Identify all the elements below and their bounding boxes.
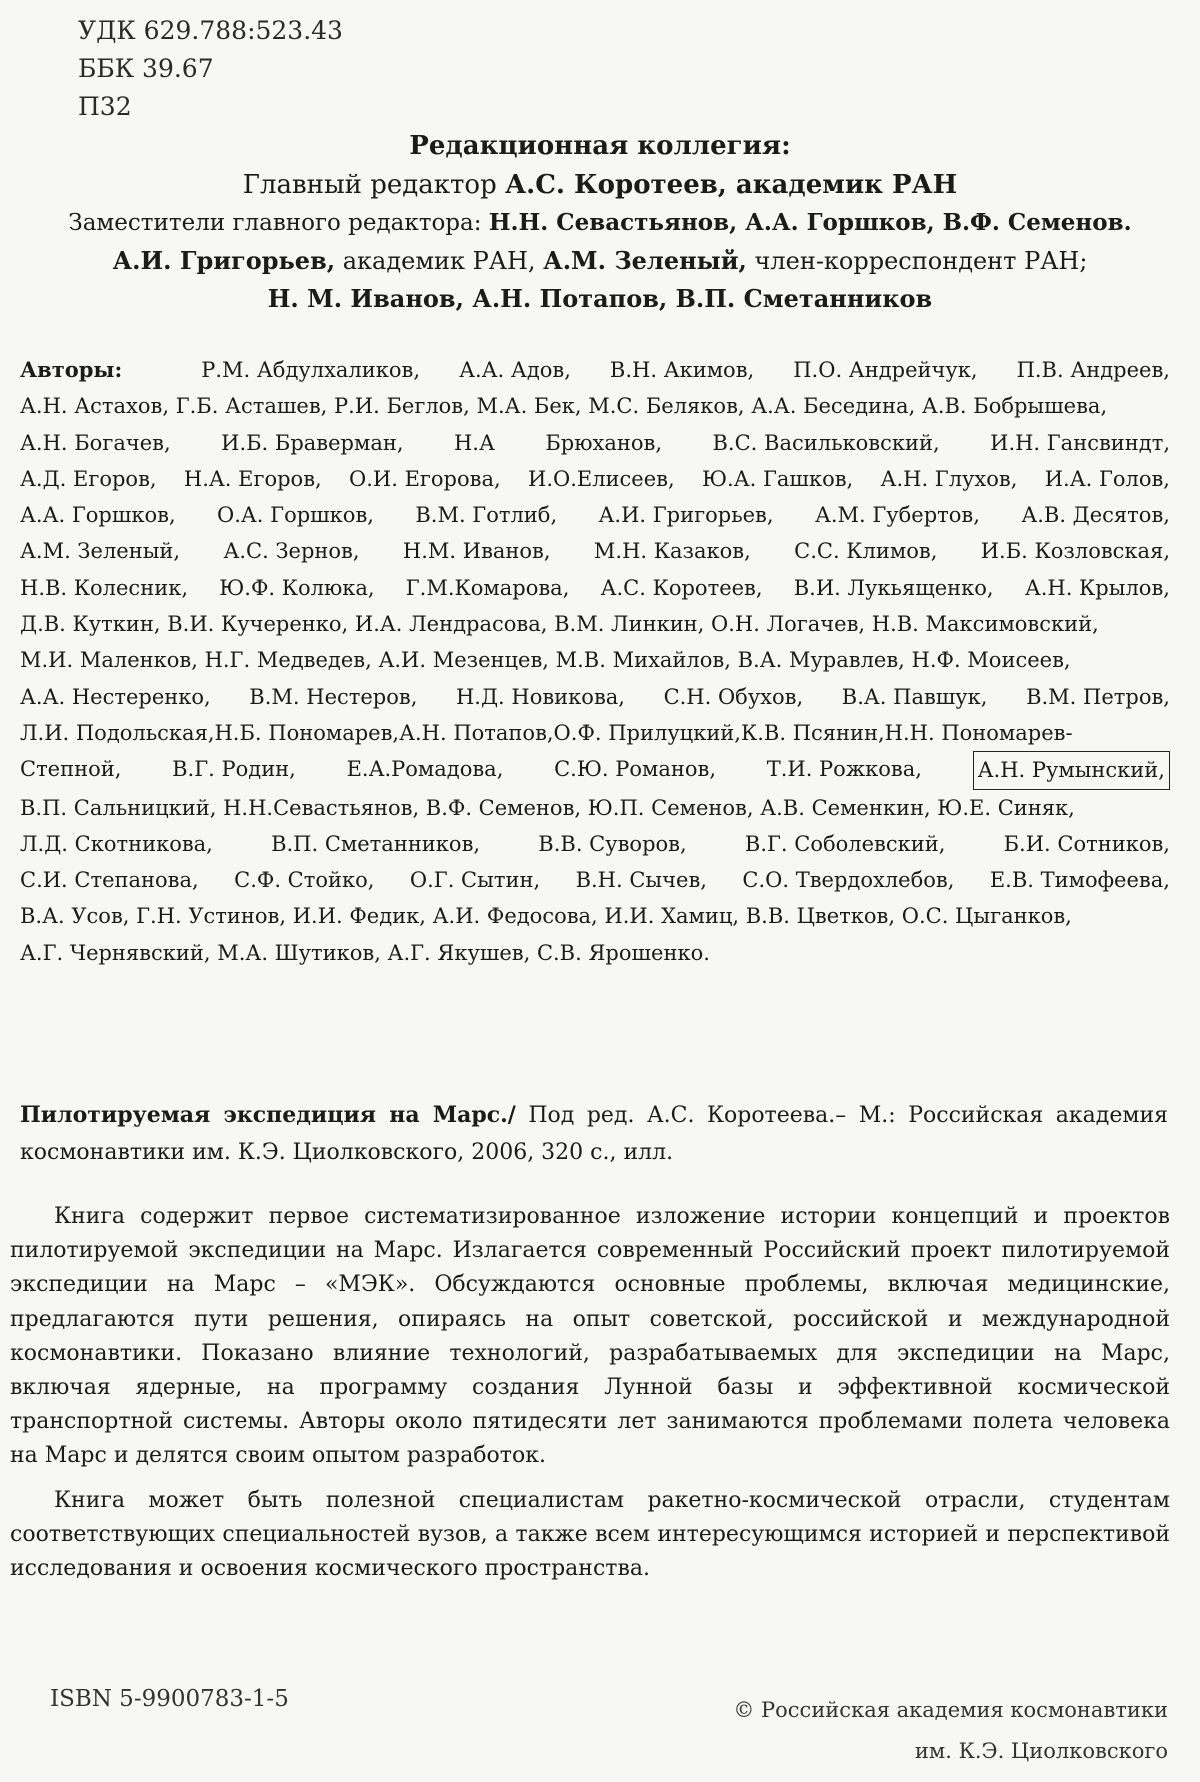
author-name: П.О. Андрейчук, — [793, 358, 978, 382]
author-name: В.Н. Сычев, — [575, 868, 707, 893]
annotation — [10, 1200, 1170, 1586]
author-names: Л.И. Подольская,Н.Б. Пономарев,А.Н. Потапов,О.Ф. Прилуцкий,К.В. Псянин,Н.Н. Пономарев- — [20, 720, 1073, 745]
author-name: И.Б. Козловская, — [980, 539, 1170, 564]
authors-row — [20, 461, 1170, 497]
authors-row — [20, 862, 1170, 898]
author-name: А.М. Зеленый, — [20, 539, 181, 564]
author-name: С.Н. Обухов, — [663, 684, 804, 709]
editorial-board-title: Редакционная коллегия: — [409, 131, 791, 161]
author-names: А.Г. Чернявский, М.А. Шутиков, А.Г. Якушев, С.В. Ярошенко. — [20, 940, 710, 965]
authors-row — [20, 935, 1170, 971]
author-names: М.И. Маленков, Н.Г. Медведев, А.И. Мезенцев, М.В. Михайлов, В.А. Муравлев, Н.Ф. Моисеев, — [20, 648, 1071, 673]
author-name: С.Ю. Романов, — [554, 757, 716, 782]
author-name: В.П. Сметанников, — [271, 831, 481, 856]
author-name: Л.Д. Скотникова, — [20, 831, 213, 856]
author-name: Б.И. Сотников, — [1003, 831, 1170, 856]
copyright-notice — [733, 1690, 1168, 1772]
chief-editor-prefix: Главный редактор — [242, 170, 505, 200]
author-name: С.С. Климов, — [794, 539, 938, 564]
author-name: А.М. Губертов, — [814, 503, 980, 528]
author-name: Е.В. Тимофеева, — [989, 868, 1170, 893]
author-name: В.М. Готлиб, — [415, 503, 558, 528]
authors-row — [20, 642, 1170, 678]
author-name: В.С. Васильковский, — [712, 430, 940, 455]
author-name: И.Б. Браверман, — [221, 430, 404, 455]
authors-row — [20, 751, 1170, 789]
author-name: Н.А. Егоров, — [183, 466, 322, 491]
author-name: А.С. Зернов, — [223, 539, 360, 564]
authors-row — [20, 352, 1170, 388]
author-name: Н.В. Колесник, — [20, 575, 188, 600]
annotation-paragraph: Книга содержит первое систематизированное изложение истории концепций и проектов пилотируемой экспедиции на Марс. Излагается современный Российский проект пилотируемой экспедиции на Марс – «МЭК». Обсуждаются основные проблемы, включая медицинские, предлагаются пути решения, опираясь на опыт советской, российской и международной космонавтики. Показано влияние технологий, разрабатываемых для экспедиции на Марс, включая ядерные, на программу создания Лунной базы и эффективной космической транспортной системы. Авторы около пятидесяти лет занимаются проблемами полета человека на Марс и делятся своим опытом разработок. — [10, 1204, 1170, 1469]
author-name: В.Н. Акимов, — [609, 358, 755, 382]
authors-row — [20, 533, 1170, 569]
board-member-title: член-корреспондент РАН; — [746, 247, 1088, 275]
author-name: П.В. Андреев, — [1016, 358, 1170, 382]
author-names: Д.В. Куткин, В.И. Кучеренко, И.А. Лендрасова, В.М. Линкин, О.Н. Логачев, Н.В. Максимовский, — [20, 612, 1099, 637]
author-name: А.Н. Глухов, — [880, 466, 1018, 491]
author-name: В.М. Нестеров, — [249, 684, 418, 709]
author-name: Р.М. Абдулхаликов, — [201, 358, 421, 382]
authors-label: Авторы: — [20, 357, 123, 382]
author-name: В.М. Петров, — [1026, 684, 1170, 709]
authors-row — [20, 898, 1170, 934]
authors-row — [20, 826, 1170, 862]
author-name: М.Н. Казаков, — [593, 539, 751, 564]
author-name: И.О.Елисеев, — [528, 466, 675, 491]
board-members-line-1 — [30, 242, 1170, 280]
authors-list — [20, 352, 1170, 971]
author-name: В.А. Павшук, — [841, 684, 988, 709]
author-name: А.Н. Богачев, — [20, 430, 171, 455]
copyright-line: им. К.Э. Циолковского — [914, 1739, 1168, 1763]
board-member-name: А.М. Зеленый, — [543, 246, 747, 275]
author-name: О.И. Егорова, — [349, 466, 501, 491]
highlighted-author-name: А.Н. Румынский, — [973, 751, 1170, 789]
authors-row — [20, 388, 1170, 424]
author-name: А.Д. Егоров, — [20, 466, 157, 491]
board-members-line-2: Н. М. Иванов, А.Н. Потапов, В.П. Сметанников — [267, 284, 933, 313]
chief-editor-name: А.С. Коротеев, академик РАН — [505, 170, 958, 200]
isbn: ISBN 5-9900783-1-5 — [50, 1686, 289, 1712]
citation-details: Под ред. А.С. Коротеева.– М.: Российская академия космонавтики им. К.Э. Циолковского, 2006, 320 с., илл. — [20, 1103, 1168, 1165]
author-name: С.О. Твердохлебов, — [742, 868, 955, 893]
authors-row — [20, 606, 1170, 642]
author-name: В.В. Суворов, — [538, 831, 687, 856]
author-name: Ю.А. Гашков, — [702, 466, 854, 491]
author-name: Н.А — [453, 430, 495, 455]
chief-editor-line — [30, 166, 1170, 204]
author-name: О.А. Горшков, — [217, 503, 374, 528]
authors-row — [20, 570, 1170, 606]
deputy-editors-names: Н.Н. Севастьянов, А.А. Горшков, В.Ф. Семенов. — [488, 209, 1132, 236]
author-name: Т.И. Рожкова, — [766, 757, 922, 782]
author-name: В.Г. Родин, — [172, 757, 296, 782]
bbk-code: ББК 39.67 — [78, 54, 214, 83]
author-mark-code: П32 — [78, 92, 132, 121]
author-name: Степной, — [20, 757, 122, 782]
annotation-paragraph: Книга может быть полезной специалистам ракетно-космической отрасли, студентам соответствующих специальностей вузов, а также всем интересующимся историей и перспективой исследования и освоения космического пространства. — [10, 1487, 1170, 1582]
author-name: Н.М. Иванов, — [402, 539, 551, 564]
author-name: А.С. Коротеев, — [600, 575, 763, 600]
author-name: А.В. Десятов, — [1021, 503, 1170, 528]
author-names: В.А. Усов, Г.Н. Устинов, И.И. Федик, А.И. Федосова, И.И. Хамиц, В.В. Цветков, О.С. Цыганков, — [20, 904, 1072, 929]
author-names: В.П. Сальницкий, Н.Н.Севастьянов, В.Ф. Семенов, Ю.П. Семенов, А.В. Семенкин, Ю.Е. Синяк, — [20, 795, 1075, 820]
author-name: И.А. Голов, — [1044, 466, 1170, 491]
book-title: Пилотируемая экспедиция на Марс./ — [20, 1102, 516, 1128]
author-name: С.Ф. Стойко, — [234, 868, 375, 893]
author-name: В.И. Лукьященко, — [793, 575, 994, 600]
author-name: И.Н. Гансвиндт, — [990, 430, 1170, 455]
author-name: А.А. Адов, — [459, 358, 571, 382]
copyright-line: © Российская академия космонавтики — [733, 1698, 1168, 1722]
author-name: А.И. Григорьев, — [598, 503, 774, 528]
author-name: А.Н. Крылов, — [1024, 575, 1170, 600]
authors-row — [20, 715, 1170, 751]
editorial-board — [30, 126, 1170, 318]
author-name: Н.Д. Новикова, — [455, 684, 625, 709]
classification-block — [78, 12, 343, 126]
author-name: А.А. Горшков, — [20, 503, 176, 528]
udk-code: УДК 629.788:523.43 — [78, 16, 343, 45]
author-names: А.Н. Астахов, Г.Б. Асташев, Р.И. Беглов, М.А. Бек, М.С. Беляков, А.А. Беседина, А.В. Бобрышева, — [20, 394, 1108, 419]
bibliographic-citation — [20, 1097, 1168, 1171]
author-name: Брюханов, — [545, 430, 663, 455]
author-name: С.И. Степанова, — [20, 868, 199, 893]
deputy-editors-line — [30, 204, 1170, 242]
authors-row — [20, 425, 1170, 461]
deputy-editors-prefix: Заместители главного редактора: — [68, 210, 489, 236]
author-name: В.Г. Соболевский, — [744, 831, 946, 856]
authors-row — [20, 679, 1170, 715]
board-member-name: А.И. Григорьев, — [112, 246, 336, 275]
author-name: О.Г. Сытин, — [409, 868, 541, 893]
author-name: Е.А.Ромадова, — [346, 757, 504, 782]
author-name: Г.М.Комарова, — [405, 575, 570, 600]
board-member-title: академик РАН, — [335, 247, 544, 275]
authors-row — [20, 497, 1170, 533]
author-name: А.А. Нестеренко, — [20, 684, 211, 709]
authors-row — [20, 790, 1170, 826]
author-name: Ю.Ф. Колюка, — [219, 575, 375, 600]
